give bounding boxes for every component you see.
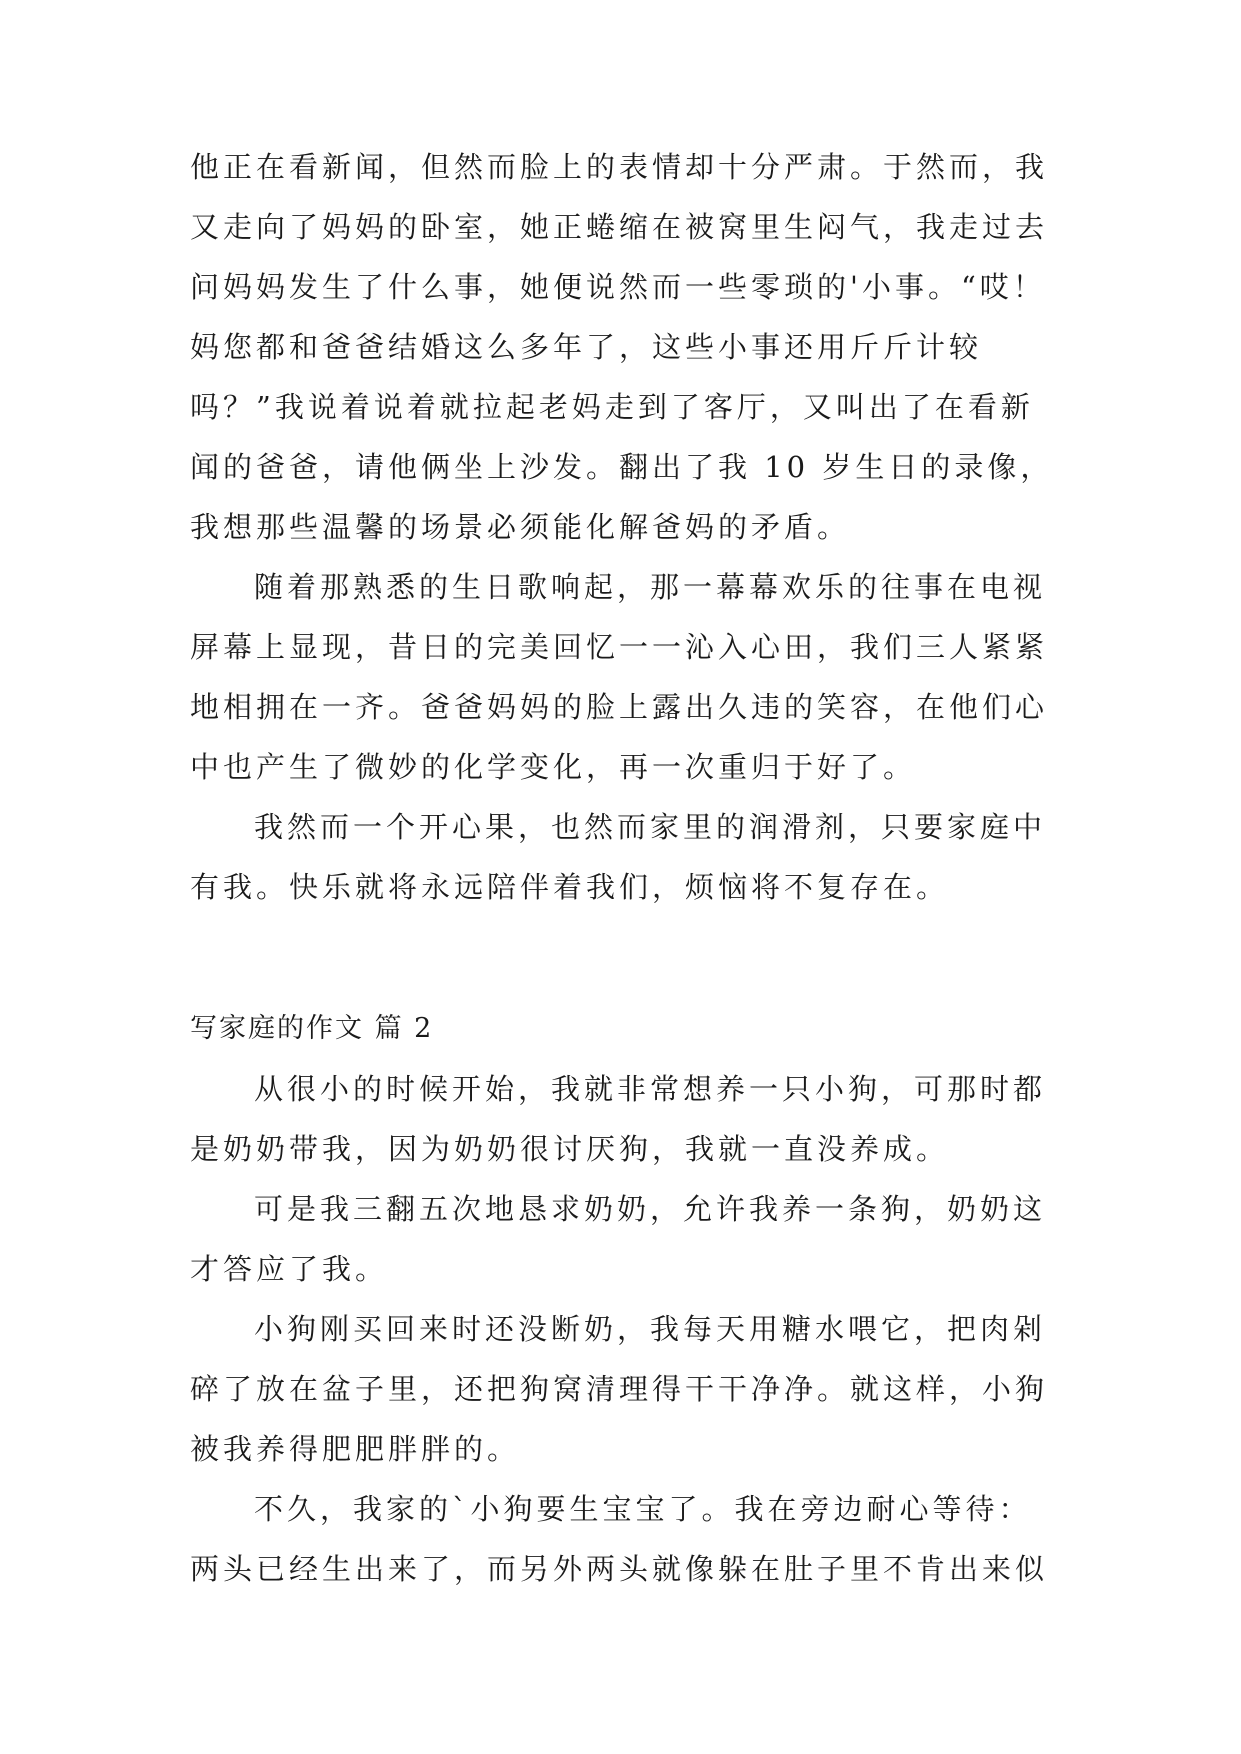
paragraph [190,137,1052,557]
text-line: 屏幕上显现，昔日的完美回忆一一沁入心田，我们三人紧紧 [190,630,1049,664]
text-line: 可是我三翻五次地恳求奶奶，允许我养一条狗，奶奶这 [254,1192,1047,1226]
text-line: 吗？”我说着说着就拉起老妈走到了客厅，又叫出了在看新 [190,390,1034,424]
text-line: 是奶奶带我，因为奶奶很讨厌狗，我就一直没养成。 [190,1132,950,1166]
paragraph [190,797,1052,917]
text-line: 又走向了妈妈的卧室，她正蜷缩在被窝里生闷气，我走过去 [190,210,1049,244]
section-gap [190,917,1052,999]
text-line: 不久，我家的`小狗要生宝宝了。我在旁边耐心等待： [254,1492,1032,1526]
paragraph [190,1479,1052,1599]
text-line: 才答应了我。 [190,1252,389,1286]
section-heading: 写家庭的作文 篇 2 [190,1013,434,1044]
text-line: 地相拥在一齐。爸爸妈妈的脸上露出久违的笑容，在他们心 [190,690,1049,724]
text-line: 闻的爸爸，请他俩坐上沙发。翻出了我 10 岁生日的录像， [190,450,1054,484]
text-line: 问妈妈发生了什么事，她便说然而一些零琐的'小事。“哎！ [190,270,1046,304]
text-line: 两头已经生出来了，而另外两头就像躲在肚子里不肯出来似 [190,1552,1049,1586]
paragraph [190,1299,1052,1479]
text-line: 我然而一个开心果，也然而家里的润滑剂，只要家庭中 [254,810,1047,844]
text-line: 小狗刚买回来时还没断奶，我每天用糖水喂它，把肉剁 [254,1312,1047,1346]
paragraph [190,557,1052,797]
paragraph [190,1059,1052,1179]
text-line: 从很小的时候开始，我就非常想养一只小狗，可那时都 [254,1072,1047,1106]
text-line: 碎了放在盆子里，还把狗窝清理得干干净净。就这样，小狗 [190,1372,1049,1406]
document-body [190,137,1052,1599]
paragraph [190,1179,1052,1299]
text-line: 有我。快乐就将永远陪伴着我们，烦恼将不复存在。 [190,870,950,904]
text-line: 随着那熟悉的生日歌响起，那一幕幕欢乐的往事在电视 [254,570,1047,604]
text-line: 中也产生了微妙的化学变化，再一次重归于好了。 [190,750,917,784]
text-line: 被我养得肥肥胖胖的。 [190,1432,521,1466]
text-line: 我想那些温馨的场景必须能化解爸妈的矛盾。 [190,510,851,544]
text-line: 他正在看新闻，但然而脸上的表情却十分严肃。于然而，我 [190,150,1049,184]
text-line: 妈您都和爸爸结婚这么多年了，这些小事还用斤斤计较 [190,330,983,364]
